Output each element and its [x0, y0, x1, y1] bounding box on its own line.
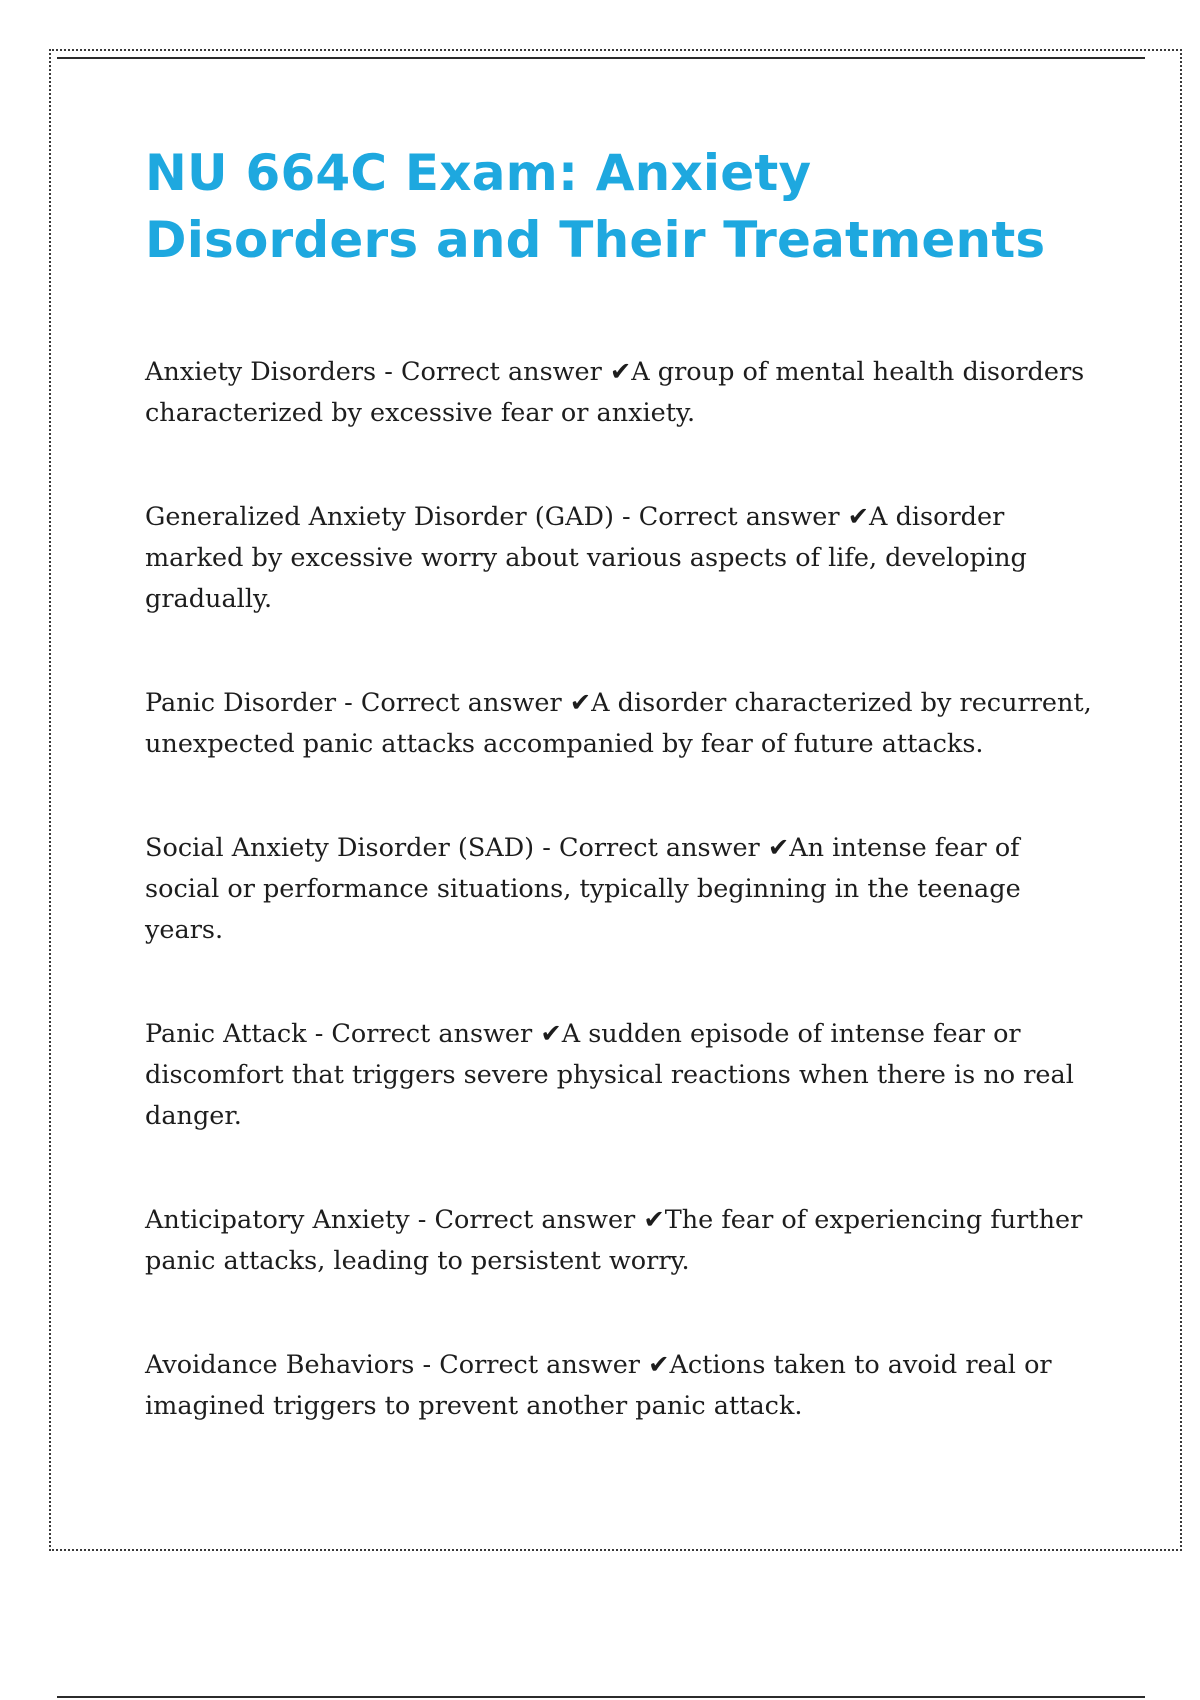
qa-separator: -: [414, 1350, 440, 1380]
qa-item-anticipatory-anxiety: [145, 1200, 1095, 1282]
qa-separator: -: [613, 502, 639, 532]
qa-answer-label: Correct answer: [434, 1205, 636, 1235]
qa-separator: -: [534, 833, 559, 863]
check-mark-icon: ✔: [643, 1205, 665, 1235]
qa-item-panic-attack: [145, 1014, 1095, 1137]
qa-item-gad: [145, 497, 1095, 620]
qa-item-avoidance-behaviors: [145, 1345, 1095, 1427]
qa-term: Avoidance Behaviors: [145, 1350, 415, 1380]
qa-answer: A disorder marked by excessive worry about various aspects of life, developing gradually.: [145, 502, 1027, 614]
qa-term: Panic Disorder: [145, 688, 337, 718]
qa-answer: The fear of experiencing further panic attacks, leading to persistent worry.: [145, 1205, 1083, 1276]
qa-answer-label: Correct answer: [439, 1350, 640, 1380]
qa-term: Anticipatory Anxiety: [145, 1205, 410, 1235]
check-mark-icon: ✔: [767, 833, 790, 863]
qa-term: Social Anxiety Disorder (SAD): [145, 833, 535, 863]
qa-item-social-anxiety: [145, 828, 1095, 951]
document-content: [145, 140, 1095, 1490]
qa-term: Panic Attack: [145, 1019, 307, 1049]
check-mark-icon: ✔: [609, 357, 632, 387]
qa-answer-label: Correct answer: [360, 688, 562, 718]
qa-answer: A sudden episode of intense fear or discomfort that triggers severe physical reactions when there is no real danger.: [145, 1019, 1074, 1131]
qa-answer-label: Correct answer: [558, 833, 760, 863]
qa-item-anxiety-disorders: [145, 352, 1095, 434]
qa-answer: Actions taken to avoid real or imagined triggers to prevent another panic attack.: [145, 1350, 1052, 1421]
qa-term: Generalized Anxiety Disorder (GAD): [145, 502, 614, 532]
top-rule: [57, 57, 1145, 59]
qa-answer: An intense fear of social or performance situations, typically beginning in the teenage years.: [145, 833, 1021, 945]
qa-list: [145, 352, 1095, 1427]
page-title: NU 664C Exam: Anxiety Disorders and Their Treatments: [145, 144, 1046, 269]
qa-answer: A disorder characterized by recurrent, unexpected panic attacks accompanied by fear of future attacks.: [145, 688, 1092, 759]
qa-answer-label: Correct answer: [400, 357, 602, 387]
qa-item-panic-disorder: [145, 683, 1095, 765]
bottom-rule: [57, 1696, 1145, 1698]
qa-term: Anxiety Disorders: [145, 357, 377, 387]
check-mark-icon: ✔: [540, 1019, 562, 1049]
qa-separator: -: [376, 357, 401, 387]
qa-answer-label: Correct answer: [638, 502, 840, 532]
check-mark-icon: ✔: [648, 1350, 670, 1380]
qa-separator: -: [409, 1205, 435, 1235]
qa-answer-label: Correct answer: [331, 1019, 533, 1049]
check-mark-icon: ✔: [569, 688, 592, 718]
qa-answer: A group of mental health disorders characterized by excessive fear or anxiety.: [145, 357, 1085, 428]
qa-separator: -: [306, 1019, 332, 1049]
qa-separator: -: [336, 688, 361, 718]
check-mark-icon: ✔: [847, 502, 870, 532]
